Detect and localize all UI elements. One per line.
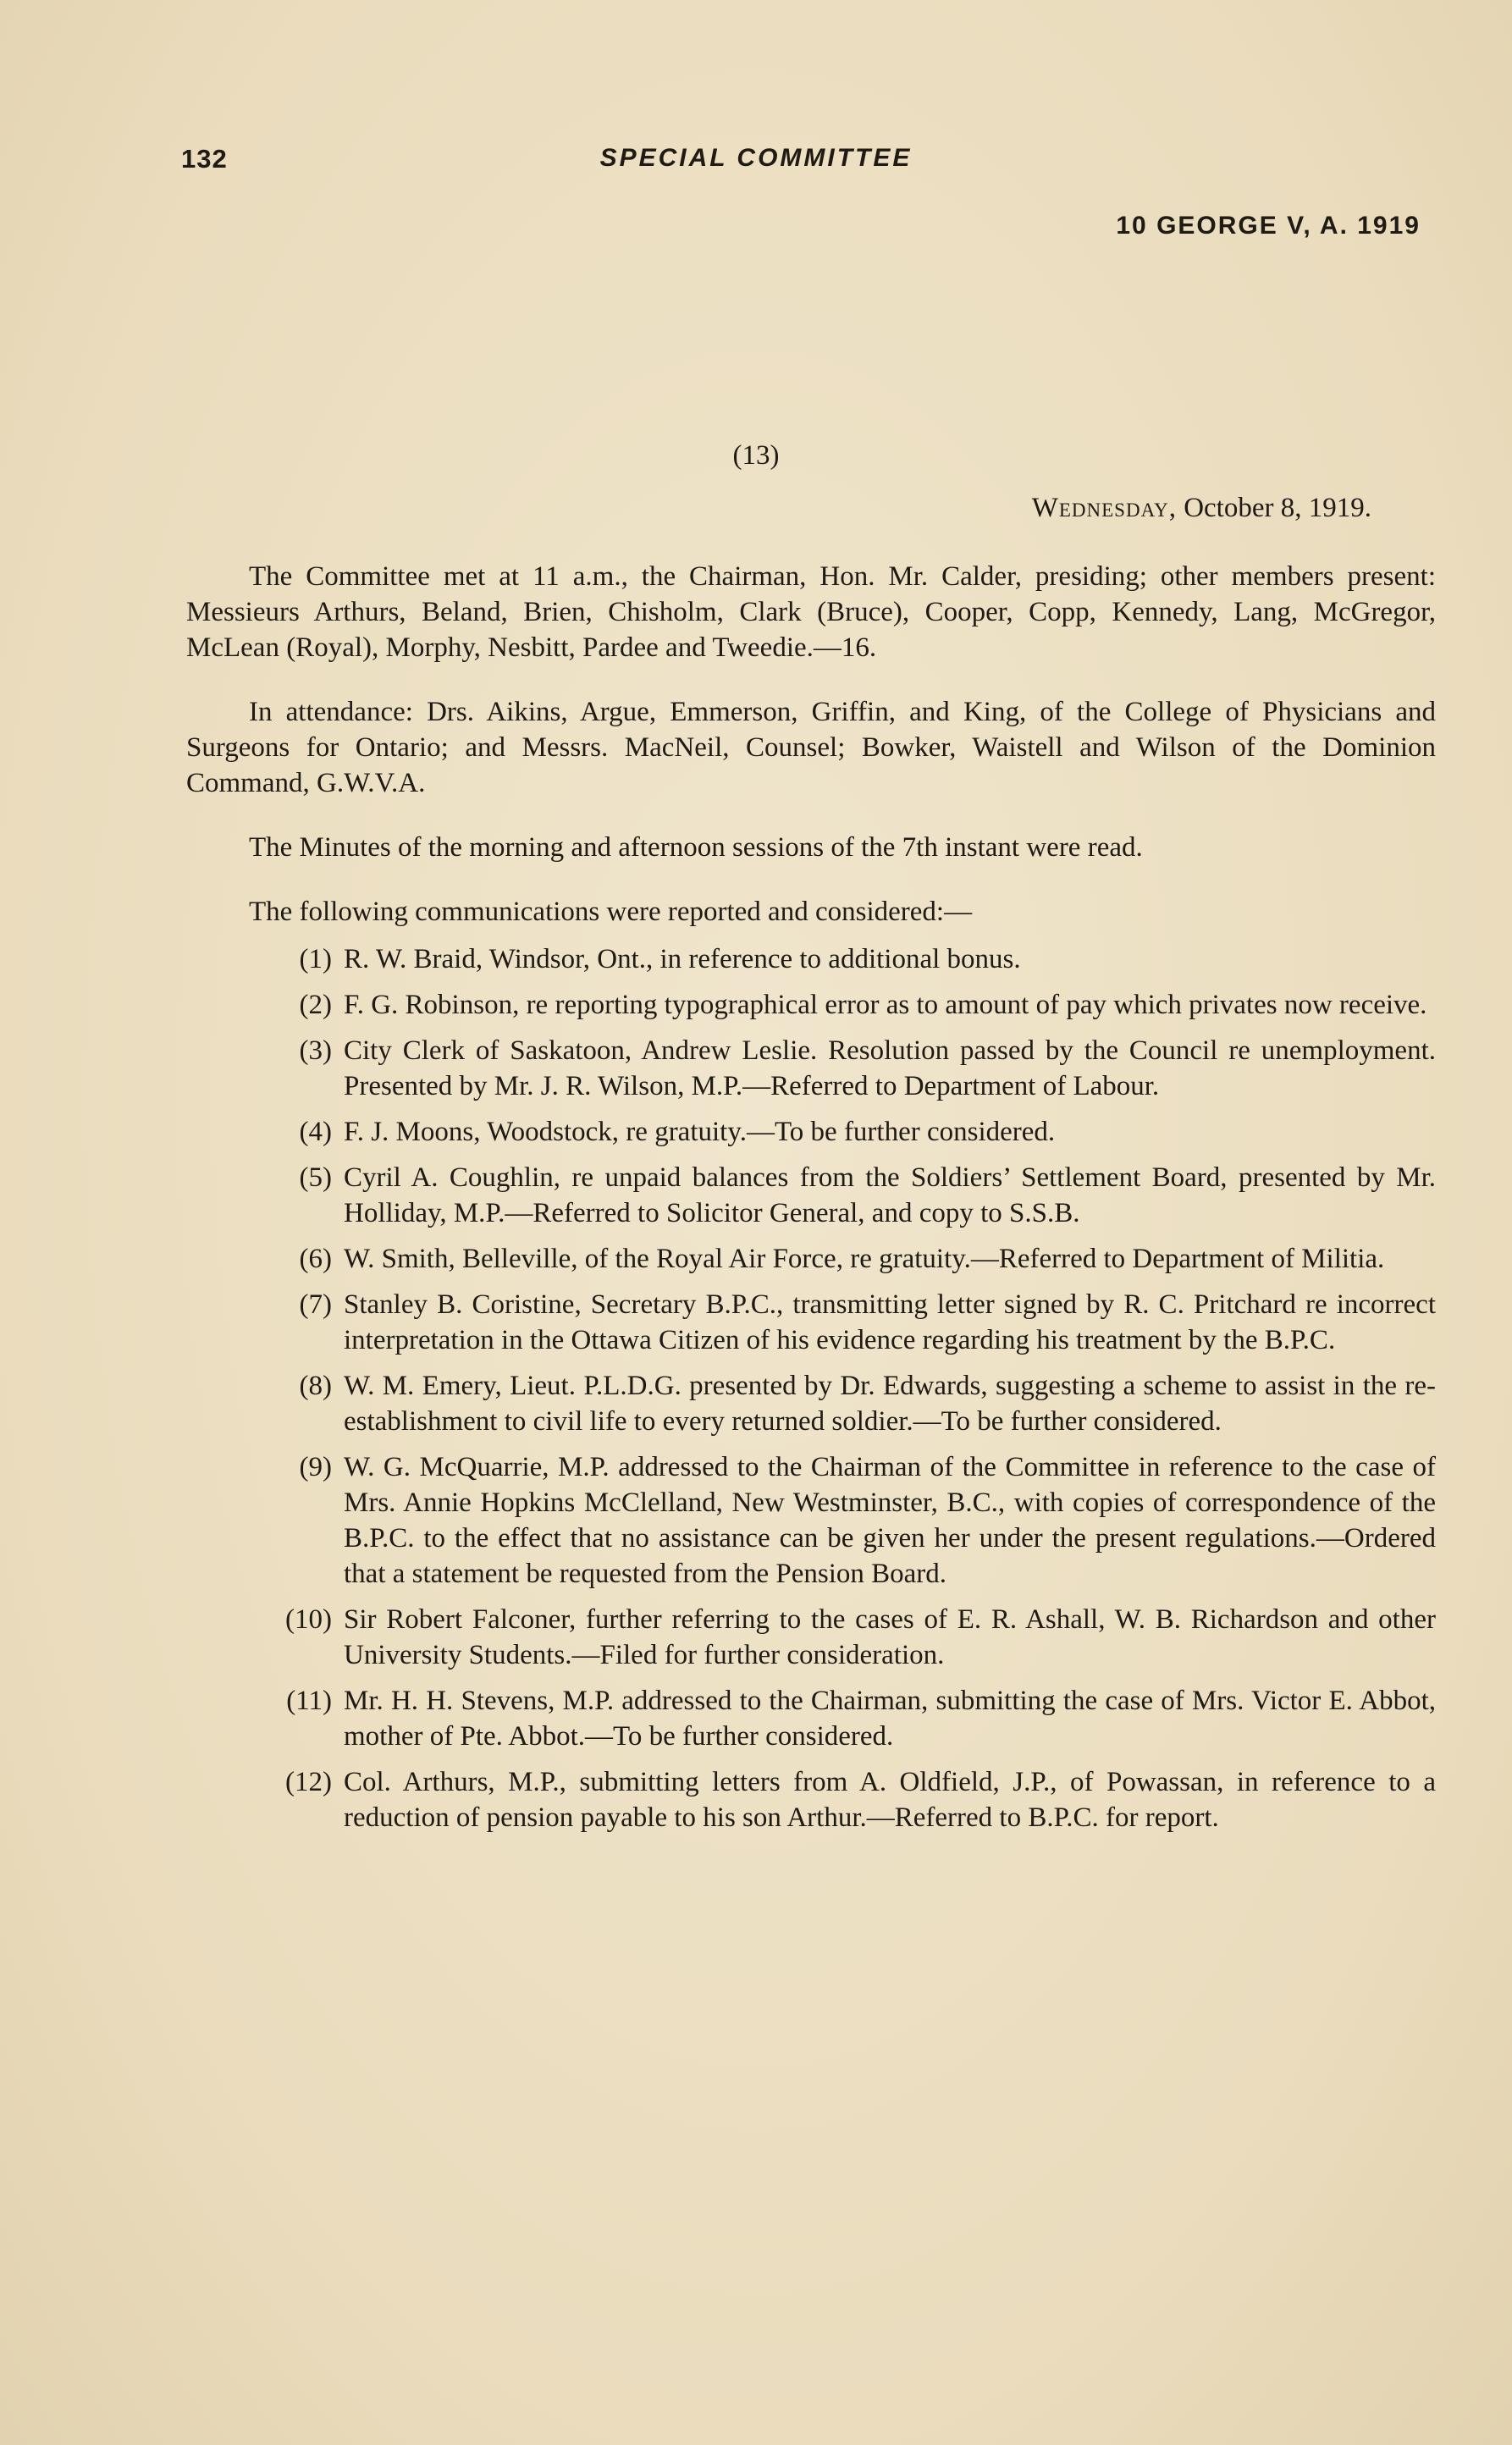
- communication-item: [186, 1160, 1436, 1231]
- communication-item: [186, 1683, 1436, 1754]
- communication-item: [186, 1764, 1436, 1835]
- running-title: SPECIAL COMMITTEE: [599, 144, 913, 172]
- item-number: (2): [299, 990, 332, 1020]
- communication-item: [186, 941, 1436, 977]
- item-number: (11): [286, 1686, 332, 1716]
- item-number: (1): [299, 944, 332, 974]
- item-text: Sir Robert Falconer, further referring to the cases of E. R. Ashall, W. B. Richardson and other University Students.—Filed for further consideration.: [344, 1604, 1436, 1670]
- communications-list: [186, 941, 1436, 1835]
- item-number: (3): [299, 1035, 332, 1066]
- communications-intro: The following communications were reported and considered:—: [249, 897, 973, 927]
- communication-item: [186, 1114, 1436, 1150]
- communication-item: [186, 1368, 1436, 1439]
- item-number: (10): [285, 1604, 332, 1635]
- item-number: (8): [299, 1371, 332, 1401]
- meeting-date-text: October 8, 1919.: [1176, 493, 1371, 523]
- item-text: W. M. Emery, Lieut. P.L.D.G. presented by Dr. Edwards, suggesting a scheme to assist in the re-establishment to civil life to every returned soldier.—To be further considered.: [344, 1371, 1436, 1437]
- item-number: (5): [299, 1162, 332, 1193]
- session-label: 10 GEORGE V, A. 1919: [1116, 212, 1421, 240]
- communication-item: [186, 1287, 1436, 1358]
- communication-item: [186, 987, 1436, 1023]
- meeting-number: (13): [732, 440, 780, 471]
- item-number: (6): [299, 1244, 332, 1274]
- item-number: (4): [299, 1117, 332, 1147]
- page-number: 132: [181, 144, 228, 174]
- communication-item: [186, 1033, 1436, 1104]
- communication-item: [186, 1602, 1436, 1673]
- meeting-date: [1032, 493, 1371, 524]
- item-number: (7): [299, 1289, 332, 1320]
- item-text: Cyril A. Coughlin, re unpaid balances from the Soldiers’ Settlement Board, presented by Mr. Holliday, M.P.—Referred to Solicitor General, and copy to S.S.B.: [344, 1162, 1436, 1228]
- item-text: City Clerk of Saskatoon, Andrew Leslie. Resolution passed by the Council re unemployment. Presented by Mr. J. R. Wilson, M.P.—Referred to Department of Labour.: [344, 1035, 1436, 1101]
- opening-paragraph: The Committee met at 11 a.m., the Chairman, Hon. Mr. Calder, presiding; other members present: Messieurs Arthurs, Beland, Brien, Chisholm, Clark (Bruce), Cooper, Copp, Kennedy, Lang, McGregor, McLean (Royal), Morphy, Nesbitt, Pardee and Tweedie.—16.: [186, 561, 1436, 663]
- item-number: (9): [299, 1452, 332, 1482]
- communication-item: [186, 1449, 1436, 1592]
- item-text: R. W. Braid, Windsor, Ont., in reference to additional bonus.: [344, 944, 1021, 974]
- item-text: W. G. McQuarrie, M.P. addressed to the Chairman of the Committee in reference to the case of Mrs. Annie Hopkins McClelland, New Westminster, B.C., with copies of correspondence of the B.P.C. to the effect that no assistance can be given her under the present regulations.—Ordered that a statement be requested from the Pension Board.: [344, 1452, 1436, 1589]
- communication-item: [186, 1241, 1436, 1277]
- item-text: Mr. H. H. Stevens, M.P. addressed to the Chairman, submitting the case of Mrs. Victor E. Abbot, mother of Pte. Abbot.—To be further considered.: [344, 1686, 1436, 1752]
- meeting-weekday: Wednesday,: [1031, 493, 1177, 523]
- attendance-paragraph: In attendance: Drs. Aikins, Argue, Emmerson, Griffin, and King, of the College of Physicians and Surgeons for Ontario; and Messrs. MacNeil, Counsel; Bowker, Waistell and Wilson of the Dominion Command, G.W.V.A.: [186, 697, 1436, 798]
- minutes-paragraph: The Minutes of the morning and afternoon sessions of the 7th instant were read.: [249, 832, 1143, 863]
- item-text: F. G. Robinson, re reporting typographical error as to amount of pay which privates now receive.: [344, 990, 1427, 1020]
- item-text: F. J. Moons, Woodstock, re gratuity.—To be further considered.: [344, 1117, 1056, 1147]
- item-number: (12): [285, 1767, 332, 1797]
- item-text: Col. Arthurs, M.P., submitting letters from A. Oldfield, J.P., of Powassan, in reference to a reduction of pension payable to his son Arthur.—Referred to B.P.C. for report.: [344, 1767, 1436, 1833]
- minutes-body: [186, 559, 1436, 1846]
- item-text: W. Smith, Belleville, of the Royal Air Force, re gratuity.—Referred to Department of Militia.: [344, 1244, 1385, 1274]
- item-text: Stanley B. Coristine, Secretary B.P.C., transmitting letter signed by R. C. Pritchard re incorrect interpretation in the Ottawa Citizen of his evidence regarding his treatment by the B.P.C.: [344, 1289, 1436, 1355]
